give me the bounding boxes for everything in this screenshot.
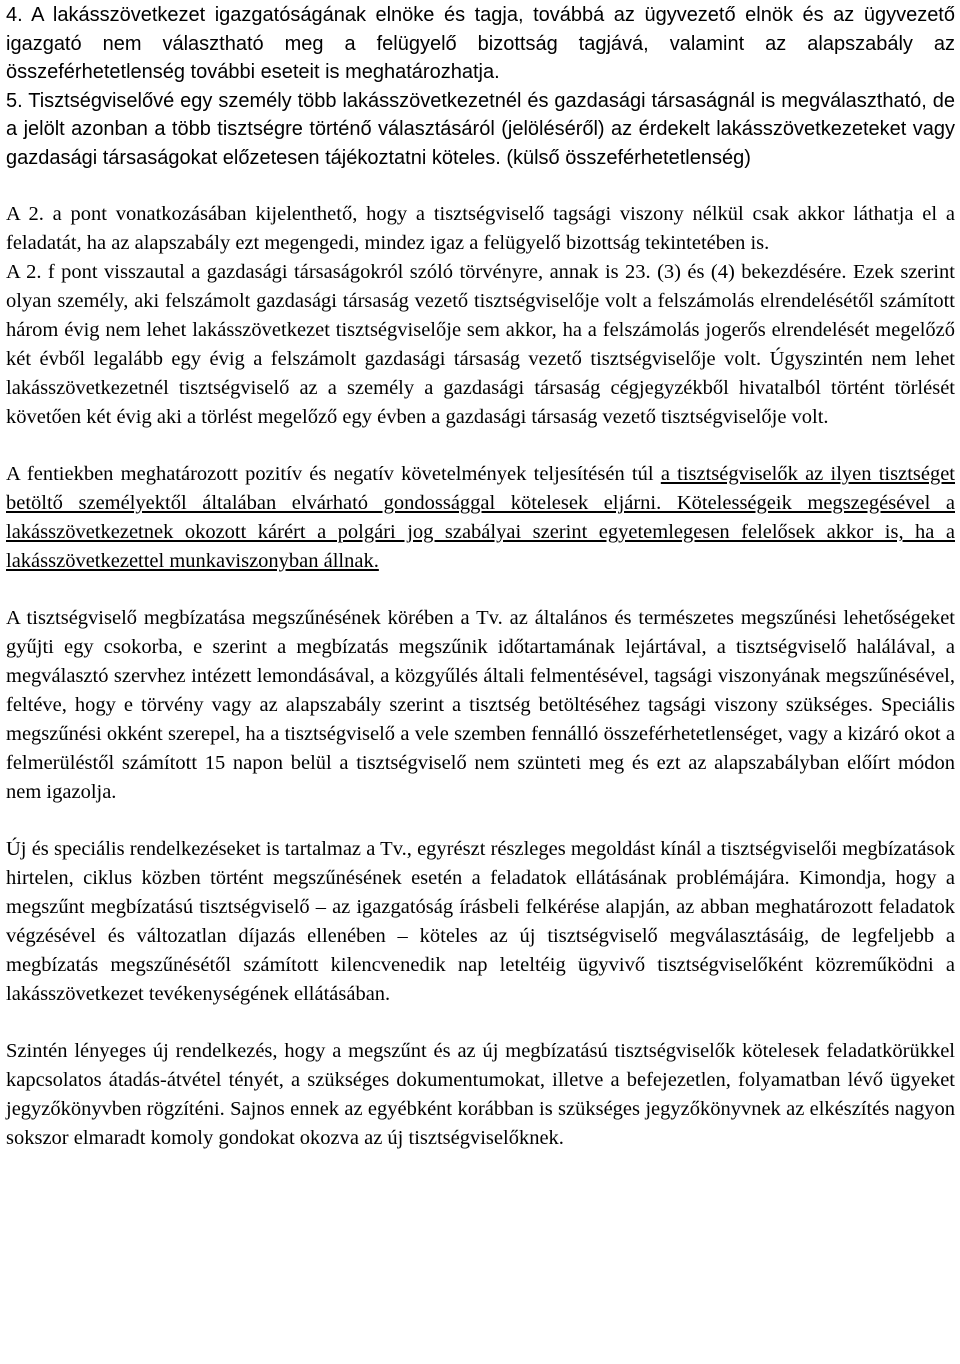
paragraph-spacer [6,432,955,460]
paragraph-fentiek-underlined: a tisztségviselők az ilyen tisztséget betöltő személyektől általában elvárható gondossággal kötelesek eljárni. Kötelességeik megszegésével a lakásszövetkezetnek okozott kárért a polgári jog szabályai szerint egyetemlegesen felelősek akkor is, ha a lakásszövetkezettel munkaviszonyban állnak. [6,463,956,572]
paragraph-a2-f-pont: A 2. f pont visszautal a gazdasági társaságokról szóló törvényre, annak is 23. (3) és (4) bekezdésére. Ezek szerint olyan személy, aki felszámolt gazdasági társaság vezető tisztségviselője volt a felszámolás elrendelésétől számított három évig nem lehet lakásszövetkezet tisztségviselője sem akkor, ha a felszámolás jogerős elrendelését megelőző két évből legalább egy évig a felszámolt gazdasági társaság vezető tisztségviselője volt. Úgyszintén nem lehet lakásszövetkezetnél tisztségviselő az a személy a gazdasági társaság cégjegyzékből hivatalból történt törlését követően két évig aki a törlést megelőző egy évben a gazdasági társaság vezető tisztségviselője volt. [6,261,955,428]
paragraph-spacer [6,576,955,604]
paragraph-uj-rendelkezesek: Új és speciális rendelkezéseket is tartalmaz a Tv., egyrészt részleges megoldást kínál a tisztségviselői megbízatások hirtelen, ciklus közben történt megszűnésének esetén a feladatok ellátásának problémájára. Kimondja, hogy a megszűnt megbízatású tisztségviselő – az igazgatóság írásbeli felkérése alapján, az abban meghatározott feladatok végzésével és változatlan díjazás ellenében – köteles az új tisztségviselő megválasztásáig, de legfeljebb a megbízatás megszűnésétől számított kilencvenedik nap leteltéig ügyvivő tisztségviselőként közreműködni a lakásszövetkezet tevékenységének ellátásában. [6,838,955,1005]
paragraph-item-4: 4. A lakásszövetkezet igazgatóságának elnöke és tagja, továbbá az ügyvezető elnök és az ügyvezető igazgató nem választható meg a felügyelő bizottság tagjává, valamint az alapszabály az összeférhetetlenség további eseteit is meghatározhatja. [6,4,955,83]
paragraph-fentiek [6,460,955,576]
paragraph-item-5: 5. Tisztségviselővé egy személy több lakásszövetkezetnél és gazdasági társaságnál is megválasztható, de a jelölt azonban a több tisztségre történő választásáról (jelöléséről) az érdekelt lakásszövetkezeteket vagy gazdasági társaságokat előzetesen tájékoztatni köteles. (külső összeférhetetlenség) [6,89,955,169]
paragraph-spacer [6,807,955,835]
paragraph-spacer [6,172,955,200]
paragraph-spacer [6,1009,955,1037]
paragraph-szinten: Szintén lényeges új rendelkezés, hogy a megszűnt és az új megbízatású tisztségviselők kötelesek feladatkörükkel kapcsolatos átadás-átvétel tényét, a szükséges dokumentumokat, illetve a befejezetlen, folyamatban lévő ügyeket jegyzőkönyvben rögzíténi. Sajnos ennek az egyébként korábban is szükséges jegyzőkönyvnek az elkészítés nagyon sokszor elmaradt komoly gondokat okozva az új tisztségviselőknek. [6,1040,955,1149]
paragraph-megszunes: A tisztségviselő megbízatása megszűnésének körében a Tv. az általános és természetes megszűnési lehetőségeket gyűjti egy csokorba, e szerint a megbízatás megszűnik időtartamának lejártával, a tisztségviselő halálával, a megválasztó szervhez intézett lemondásával, a közgyűlés általi felmentésével, tagsági viszonyának megszűnésével, feltéve, hogy e törvény vagy az alapszabály szerint a tisztség betöltéséhez tagsági viszony szükséges. Speciális megszűnési okként szerepel, ha a tisztségviselő a vele szemben fennálló összeférhetetlenséget, vagy a kizáró okot a felmerüléstől számított 15 napon belül a tisztségviselő nem szünteti meg és ezt az alapszabályban előírt módon nem igazolja. [6,607,955,803]
document-page [0,1,960,1364]
paragraph-a2-a-pont: A 2. a pont vonatkozásában kijelenthető, hogy a tisztségviselő tagsági viszony nélkül csak akkor láthatja el a feladatát, ha az alapszabály ezt megengedi, mindez igaz a felügyelő bizottság tekintetében is. [6,203,955,254]
paragraph-fentiek-plain: A fentiekben meghatározott pozitív és negatív követelmények teljesítésén túl [6,463,661,485]
